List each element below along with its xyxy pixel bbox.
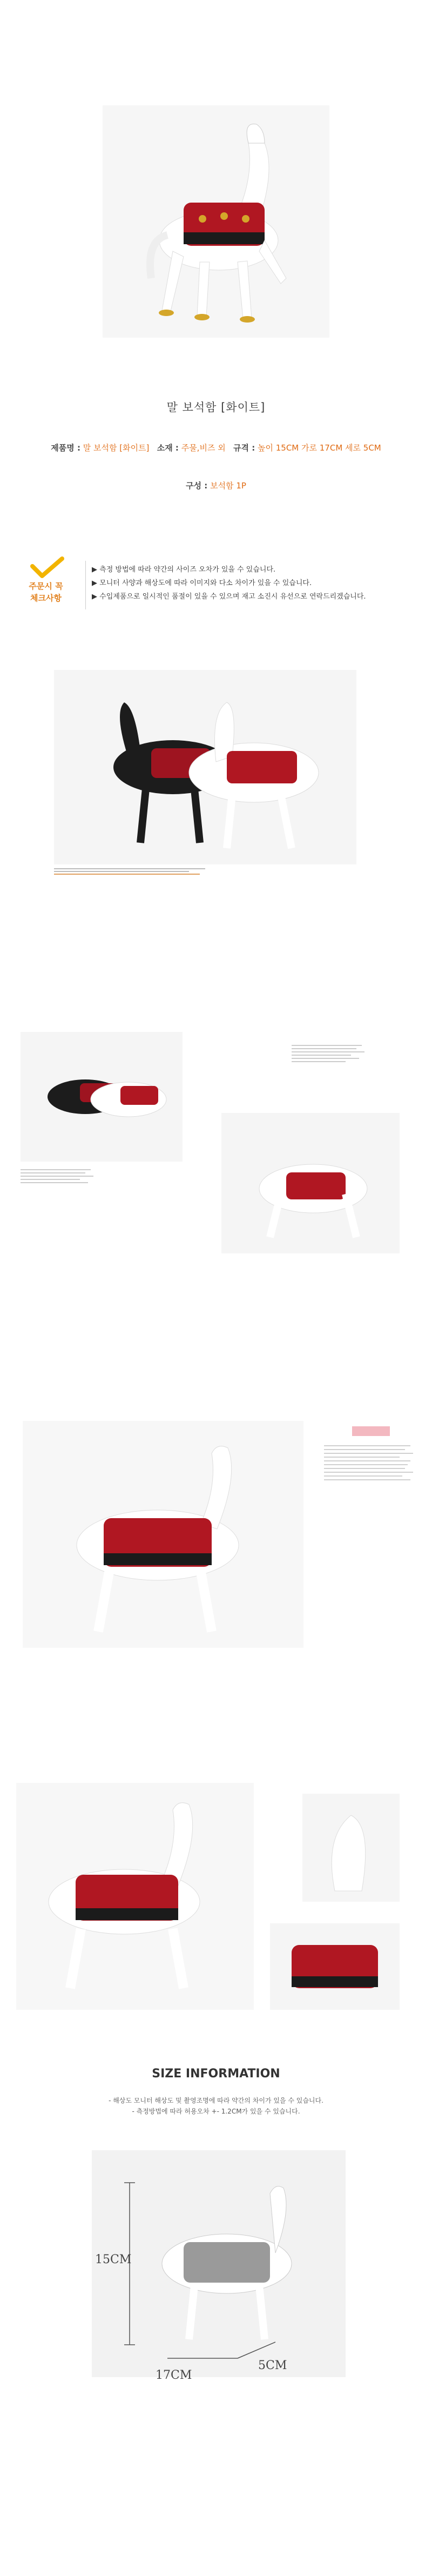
notice-badge — [11, 555, 81, 615]
height-dimension-label: 15CM — [95, 2253, 132, 2266]
spec-size-value: 높이 15CM 가로 17CM 세로 5CM — [258, 443, 381, 453]
detail-photo-saddle — [270, 1923, 400, 2010]
checkmark-icon — [11, 555, 81, 582]
magazine-tag — [352, 1426, 390, 1436]
white-horse-large — [23, 1421, 303, 1648]
notice-item: ▶ 측정 방법에 따라 약간의 사이즈 오차가 있을 수 있습니다. — [92, 566, 276, 574]
detail-photo-head — [302, 1794, 400, 1902]
horse-pair-image — [54, 670, 356, 864]
pair-horses-photo — [54, 670, 356, 864]
spec-name-label: 제품명 : — [51, 443, 80, 453]
product-composition — [0, 480, 432, 491]
depth-dimension-label: 5CM — [258, 2359, 287, 2372]
notice-list — [92, 563, 366, 603]
collage-text-right — [292, 1043, 367, 1064]
composition-value: 보석함 1P — [210, 481, 246, 491]
spec-material-label: 소재 : — [157, 443, 179, 453]
white-horse-thumb — [221, 1113, 400, 1253]
size-note-2: - 측정방법에 따라 허용오차 +- 1.2CM가 있을 수 있습니다. — [132, 2108, 300, 2115]
product-title: 말 보석함 [화이트] — [166, 401, 266, 414]
collage-photo-left — [21, 1032, 183, 1162]
width-dimension-label: 17CM — [156, 2369, 192, 2382]
size-note-1: - 해상도 모니터 해상도 및 촬영조명에 따라 약간의 차이가 있을 수 있습니다. — [109, 2097, 323, 2104]
horse-pair-thumb — [21, 1032, 183, 1162]
magazine-photo — [23, 1421, 303, 1648]
magazine-text-column — [324, 1443, 416, 1621]
notice-badge-line1: 주문시 꼭 — [29, 581, 63, 591]
notice-item: ▶ 모니터 사양과 해상도에 따라 이미지와 다소 차이가 있을 수 있습니다. — [92, 579, 312, 587]
notice-divider — [85, 561, 86, 609]
collage-photo-right — [221, 1113, 400, 1253]
spec-material-value: 주물,비즈 외 — [181, 443, 226, 453]
composition-label: 구성 : — [186, 481, 208, 491]
saddle-closeup — [270, 1923, 400, 2010]
spec-name-value: 말 보석함 [화이트] — [83, 443, 150, 453]
spec-size-label: 규격 : — [233, 443, 255, 453]
collage-text-left — [21, 1167, 96, 1185]
order-notice — [11, 555, 421, 615]
notice-item: ▶ 수입제품으로 일시적인 품절이 있을 수 있으며 재고 소진시 유선으로 연락드리겠습니다. — [92, 593, 366, 601]
size-info-title: SIZE INFORMATION — [152, 2067, 280, 2081]
product-specs — [0, 442, 432, 453]
white-horse-detail — [16, 1783, 254, 2010]
detail-photo-main — [16, 1783, 254, 2010]
pair-photo-caption — [54, 867, 356, 875]
notice-badge-line2: 체크사항 — [30, 593, 62, 603]
hero-product-photo — [103, 105, 329, 338]
white-horse-image — [103, 105, 329, 338]
horse-head-closeup — [302, 1794, 400, 1902]
size-info-notes — [0, 2095, 432, 2117]
